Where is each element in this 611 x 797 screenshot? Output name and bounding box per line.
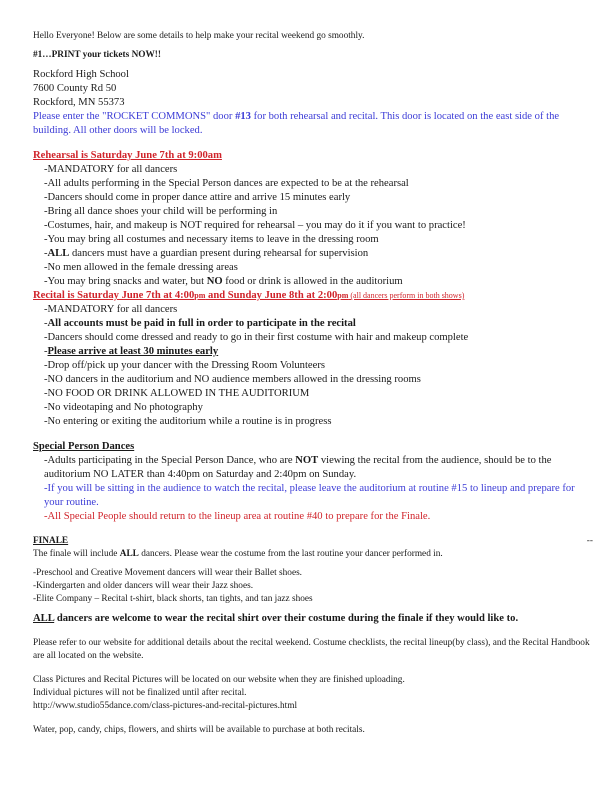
pictures-line-1: Class Pictures and Recital Pictures will be located on our website when they are finished uploading. <box>33 675 405 685</box>
purchase-note: Water, pop, candy, chips, flowers, and shirts will be available to purchase at both recitals. <box>33 725 365 735</box>
special-para-1 <box>33 454 593 482</box>
finale-line-a: The finale will include <box>33 549 120 559</box>
finale-dashes: -- <box>586 536 593 546</box>
finale-line <box>33 548 593 561</box>
finale-shoes-list <box>33 567 593 606</box>
recital-heading-a: Recital is Saturday June 7th at 4:00 <box>33 290 195 301</box>
recital-heading <box>33 289 593 303</box>
door-note-a: Please enter the "ROCKET COMMONS" door <box>33 111 236 122</box>
rehearsal-snacks-bold: NO <box>206 276 223 287</box>
door-note-b: for both rehearsal and recital. This door is located on the east side of the building. All other doors will be locked. <box>33 111 560 136</box>
finale-shoes-item: -Preschool and Creative Movement dancers will wear their Ballet shoes. <box>33 568 303 578</box>
special-p1-a: -Adults participating in the Special Person Dance, who are <box>44 455 296 466</box>
address-line-3: Rockford, MN 55373 <box>33 97 125 108</box>
rehearsal-item: -Dancers should come in proper dance attire and arrive 15 minutes early <box>44 192 351 203</box>
rehearsal-item: -Bring all dance shoes your child will be performing in <box>44 206 278 217</box>
recital-item: -MANDATORY for all dancers <box>44 304 178 315</box>
finale-heading: FINALE <box>33 536 69 546</box>
recital-list <box>33 303 593 429</box>
address-block <box>33 68 593 110</box>
recital-accounts-bold: All accounts must be paid in full in order to participate in the recital <box>47 318 356 329</box>
special-p1-bold: NOT <box>295 455 319 466</box>
rehearsal-item: -Costumes, hair, and makeup is NOT required for rehearsal – you may do it if you want to practice! <box>44 220 466 231</box>
rehearsal-list <box>33 163 593 289</box>
recital-item: -No entering or exiting the auditorium while a routine is in progress <box>44 416 332 427</box>
recital-accounts-prefix: - <box>44 318 48 329</box>
recital-heading-pm1: pm <box>194 291 206 300</box>
rehearsal-all-bold: ALL <box>47 248 70 259</box>
rehearsal-item: -You may bring all costumes and necessary items to leave in the dressing room <box>44 234 379 245</box>
recital-arrive-bold: Please arrive at least 30 minutes early <box>47 346 219 357</box>
rehearsal-snacks-b: food or drink is allowed in the auditorium <box>222 276 403 287</box>
pictures-block <box>33 674 593 713</box>
special-heading: Special Person Dances <box>33 441 135 452</box>
address-line-2: 7600 County Rd 50 <box>33 83 117 94</box>
recital-item: -No videotaping and No photography <box>44 402 203 413</box>
document-page <box>33 30 593 737</box>
address-line-1: Rockford High School <box>33 69 129 80</box>
special-p1-b: viewing the recital from the audience, should be to the auditorium NO LATER than 4:40pm on Saturday and 2:40pm on Sunday. <box>44 455 552 480</box>
recital-item: -NO FOOD OR DRINK ALLOWED IN THE AUDITORIUM <box>44 388 310 399</box>
finale-shirt-note <box>33 612 593 626</box>
pictures-line-2: Individual pictures will not be finalized until after recital. <box>33 688 247 698</box>
rehearsal-heading: Rehearsal is Saturday June 7th at 9:00am <box>33 150 222 161</box>
rehearsal-item <box>44 247 593 261</box>
special-para-2: -If you will be sitting in the audience to watch the recital, please leave the auditorium at routine #15 to lineup and prepare for your routine. <box>44 483 575 508</box>
rehearsal-all-prefix: - <box>44 248 48 259</box>
finale-heading-row <box>33 535 593 548</box>
rehearsal-all-rest: dancers must have a guardian present during rehearsal for supervision <box>69 248 369 259</box>
rehearsal-item <box>44 275 593 289</box>
rehearsal-snacks-a: -You may bring snacks and water, but <box>44 276 207 287</box>
website-note: Please refer to our website for additional details about the recital weekend. Costume checklists, the recital lineup(by class), and the Recital Handbook are all located on the website. <box>33 638 590 661</box>
door-number: #13 <box>235 111 251 122</box>
print-tickets-text: #1…PRINT your tickets NOW!! <box>33 50 161 60</box>
pictures-url-link[interactable]: http://www.studio55dance.com/class-pictures-and-recital-pictures.html <box>33 701 298 711</box>
finale-shirt-bold: ALL <box>33 613 55 624</box>
door-note <box>33 110 593 138</box>
recital-item: -Drop off/pick up your dancer with the Dressing Room Volunteers <box>44 360 325 371</box>
recital-arrive-prefix: - <box>44 346 48 357</box>
finale-shoes-item: -Elite Company – Recital t-shirt, black shorts, tan tights, and tan jazz shoes <box>33 594 313 604</box>
finale-shirt-rest: dancers are welcome to wear the recital shirt over their costume during the finale if they would like to. <box>54 613 519 624</box>
special-para-3: -All Special People should return to the lineup area at routine #40 to prepare for the Finale. <box>44 511 431 522</box>
rehearsal-item: -MANDATORY for all dancers <box>44 164 178 175</box>
intro-text: Hello Everyone! Below are some details to help make your recital weekend go smoothly. <box>33 31 365 41</box>
recital-item: -Dancers should come dressed and ready to go in their first costume with hair and makeup complete <box>44 332 469 343</box>
recital-heading-pm2: pm <box>337 291 349 300</box>
finale-shoes-item: -Kindergarten and older dancers will wear their Jazz shoes. <box>33 581 254 591</box>
finale-line-bold: ALL <box>119 549 139 559</box>
recital-item <box>44 345 593 359</box>
recital-heading-note: (all dancers perform in both shows) <box>348 291 465 300</box>
rehearsal-item: -No men allowed in the female dressing areas <box>44 262 238 273</box>
recital-item: -NO dancers in the auditorium and NO audience members allowed in the dressing rooms <box>44 374 421 385</box>
recital-item <box>44 317 593 331</box>
recital-heading-b: and Sunday June 8th at 2:00 <box>205 290 338 301</box>
rehearsal-item: -All adults performing in the Special Person dances are expected to be at the rehearsal <box>44 178 409 189</box>
finale-line-b: dancers. Please wear the costume from the last routine your dancer performed in. <box>138 549 443 559</box>
